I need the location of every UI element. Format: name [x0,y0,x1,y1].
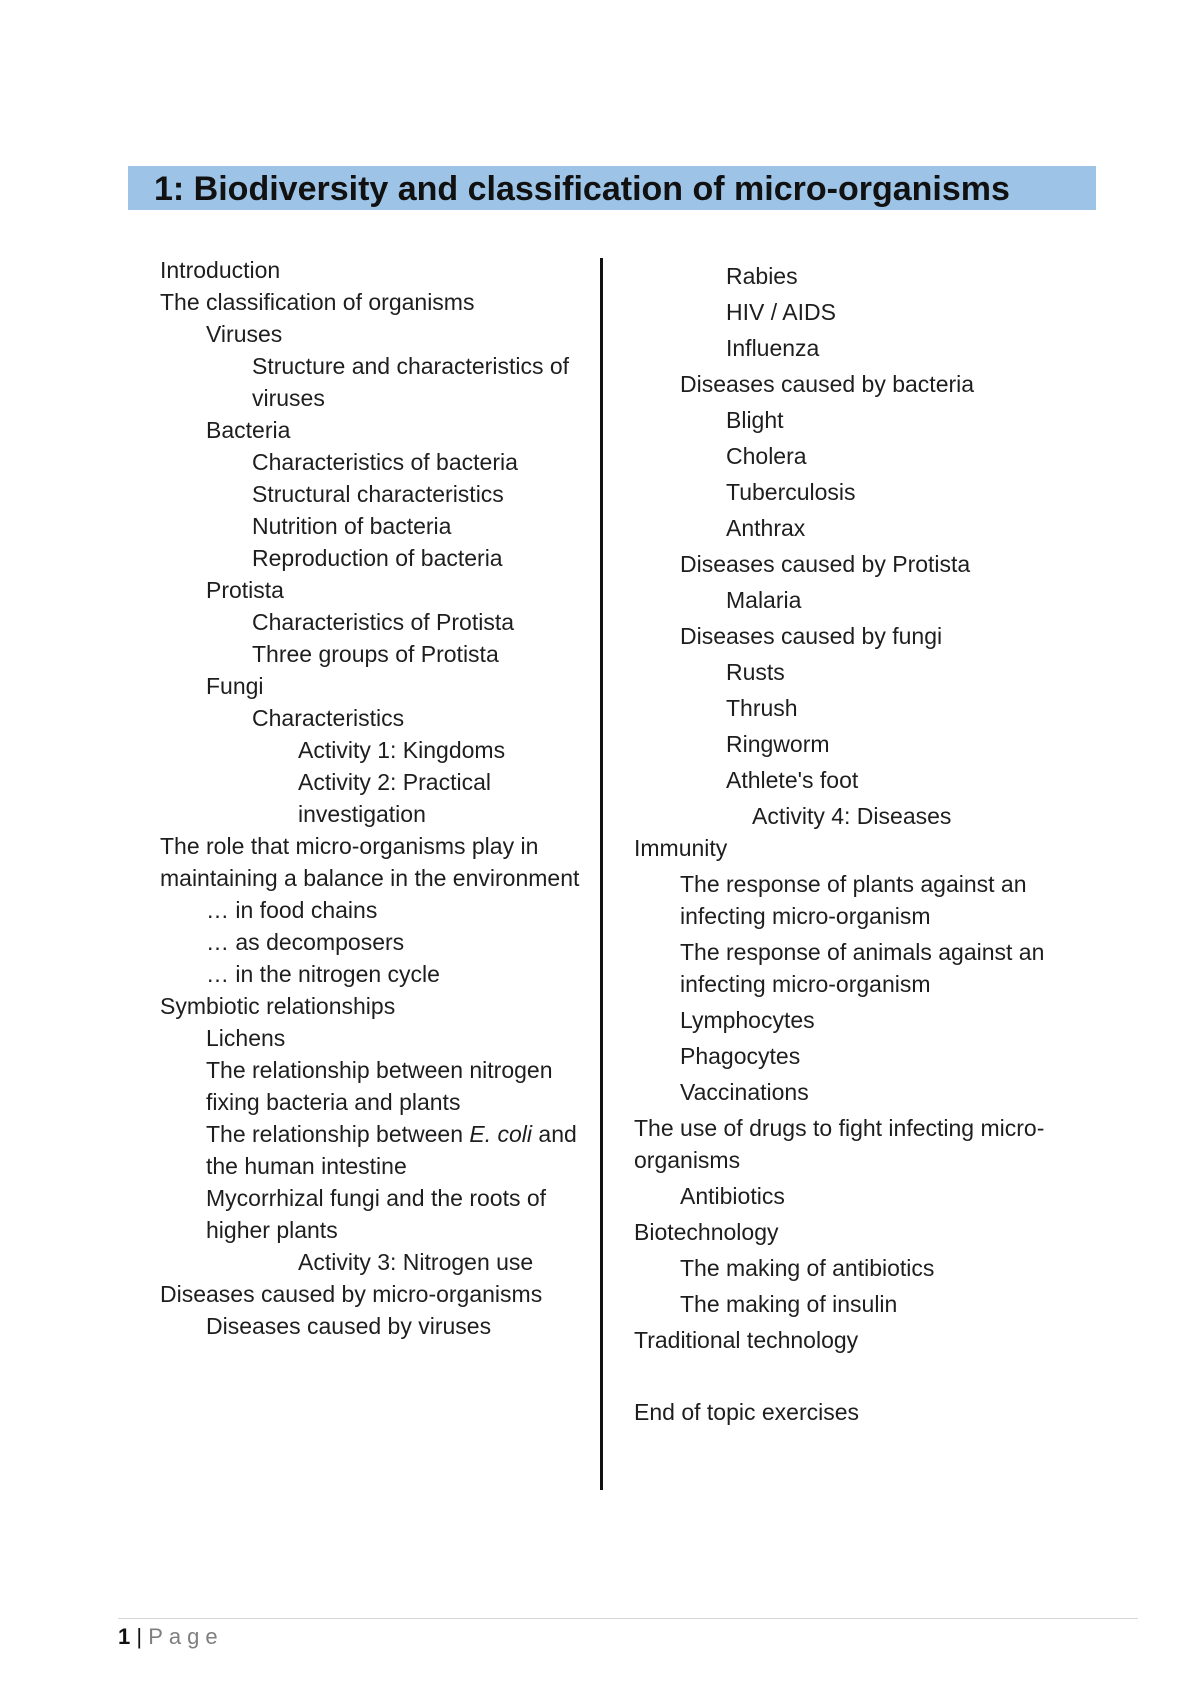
toc-entry: Cholera [726,443,807,469]
toc-entry: Activity 3: Nitrogen use [298,1249,534,1275]
toc-entry: Immunity [634,835,728,861]
toc-entry: The relationship between nitrogen fixing bacteria and plants [206,1057,553,1115]
toc-entry: Influenza [726,335,820,361]
toc-entry: Characteristics of Protista [252,609,515,635]
footer-rule [118,1618,1138,1619]
toc-entry: Athlete's foot [726,767,859,793]
toc-entry: … in the nitrogen cycle [206,961,440,987]
toc-entry: … in food chains [206,897,378,923]
toc-entry: Diseases caused by micro-organisms [160,1281,543,1307]
toc-entry: The making of antibiotics [680,1255,935,1281]
toc-entry [160,1118,600,1182]
toc-entry-text: The relationship between [206,1121,470,1147]
toc-entry: Nutrition of bacteria [252,513,452,539]
toc-entry: Tuberculosis [726,479,856,505]
toc-entry: Fungi [206,673,264,699]
toc-entry: Malaria [726,587,802,613]
toc-entry-text: and the human intestine [206,1121,577,1179]
toc-entry: The response of plants against an infecting micro-organism [680,871,1027,929]
toc-entry: Rusts [726,659,785,685]
toc-entry: The response of animals against an infecting micro-organism [680,939,1045,997]
toc-entry: Biotechnology [634,1219,779,1245]
toc-entry: Symbiotic relationships [160,993,396,1019]
toc-entry: Activity 1: Kingdoms [298,737,506,763]
toc-entry: Lichens [206,1025,286,1051]
toc-entry: Mycorrhizal fungi and the roots of higher plants [206,1185,547,1243]
toc-entry: Protista [206,577,284,603]
contents-right-column [634,260,1104,1428]
toc-entry: Structural characteristics [252,481,504,507]
toc-entry: Viruses [206,321,283,347]
toc-entry: Reproduction of bacteria [252,545,503,571]
toc-entry: Lymphocytes [680,1007,815,1033]
toc-entry: Rabies [726,263,798,289]
toc-entry: Characteristics of bacteria [252,449,518,475]
toc-entry: Ringworm [726,731,830,757]
toc-entry: Activity 2: Practical investigation [298,769,491,827]
toc-entry: Activity 4: Diseases [752,803,952,829]
page-label: Page [148,1624,224,1649]
toc-entry: Thrush [726,695,798,721]
toc-entry: Characteristics [252,705,405,731]
toc-entry: Diseases caused by Protista [680,551,971,577]
toc-entry: Antibiotics [680,1183,785,1209]
contents-left-column [160,254,600,1342]
toc-entry: Diseases caused by viruses [206,1313,492,1339]
toc-entry: The classification of organisms [160,289,475,315]
toc-entry: HIV / AIDS [726,299,836,325]
footer-separator: | [136,1624,143,1649]
page-number: 1 [118,1624,131,1649]
toc-entry: Bacteria [206,417,291,443]
toc-entry: Introduction [160,257,281,283]
toc-entry: Three groups of Protista [252,641,499,667]
toc-entry: Diseases caused by fungi [680,623,943,649]
toc-entry: Traditional technology [634,1327,859,1353]
page-title: 1: Biodiversity and classification of micro-organisms [154,170,1010,208]
toc-entry: The use of drugs to fight infecting micro-organisms [634,1115,1045,1173]
toc-entry: Phagocytes [680,1043,801,1069]
toc-entry: The role that micro-organisms play in maintaining a balance in the environment [160,833,580,891]
toc-entry: End of topic exercises [634,1399,860,1425]
toc-entry: Diseases caused by bacteria [680,371,975,397]
toc-entry: Structure and characteristics of viruses [252,353,570,411]
toc-entry: Vaccinations [680,1079,809,1105]
toc-entry: … as decomposers [206,929,405,955]
toc-entry-species: E. coli [469,1121,533,1147]
page-footer [118,1622,224,1652]
column-divider [600,258,603,1490]
toc-entry: Blight [726,407,784,433]
toc-entry: Anthrax [726,515,806,541]
toc-entry: The making of insulin [680,1291,898,1317]
